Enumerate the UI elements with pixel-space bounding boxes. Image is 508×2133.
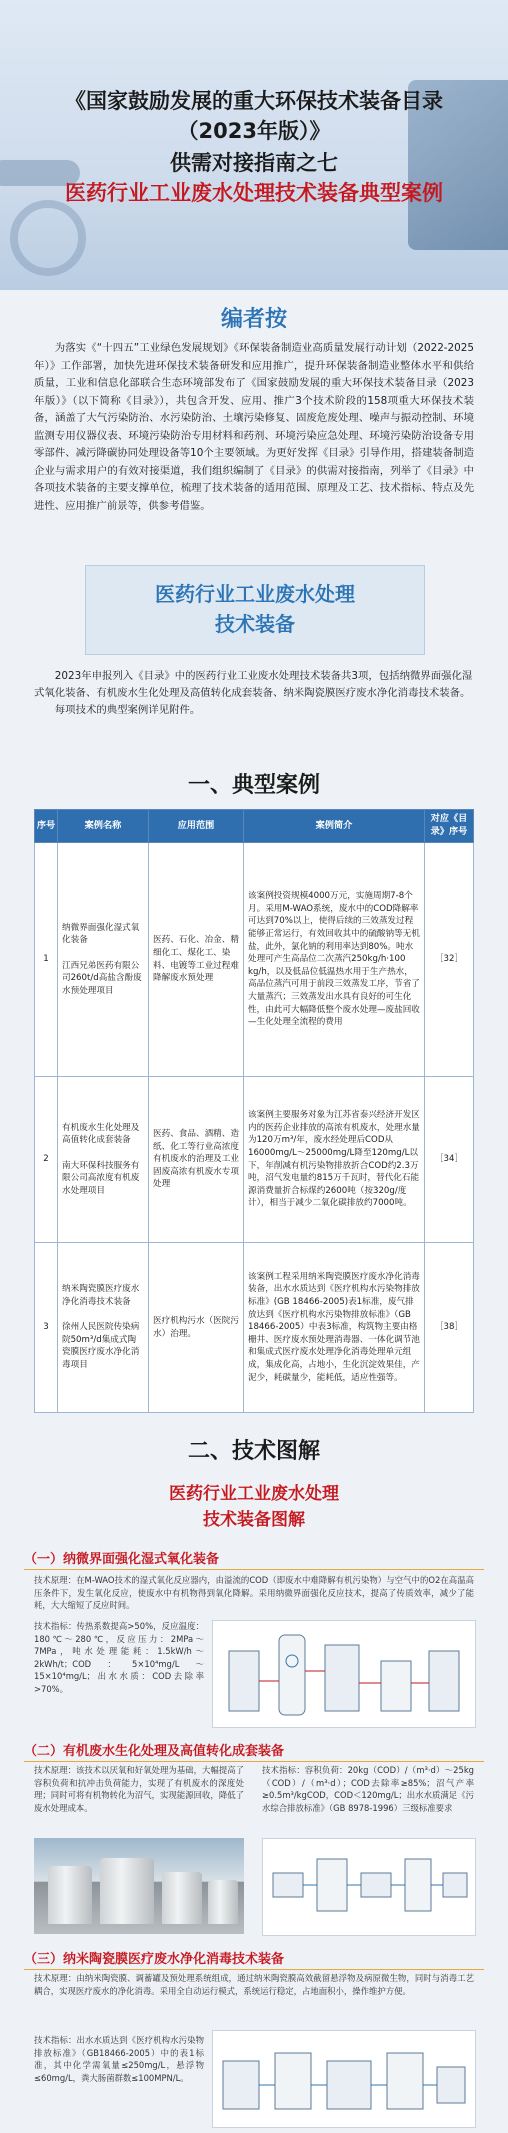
cell-case-name: 纳米陶瓷膜医疗废水净化消毒技术装备 徐州人民医院传染病院50m³/d集成式陶瓷膜医疗废水净化消毒项目: [58, 1243, 149, 1413]
header-banner: [0, 0, 508, 290]
header-no: 序号: [35, 810, 58, 843]
tech1-heading: （一）纳微界面强化湿式氧化装备: [24, 1548, 484, 1570]
tank-illustration: [162, 1872, 202, 1924]
tank-illustration: [48, 1866, 92, 1924]
cell-case-name: 有机废水生化处理及高值转化成套装备 南大环保科技服务有限公司高浓度有机废水处理项目: [58, 1077, 149, 1243]
tank-illustration: [100, 1858, 154, 1924]
header-catalog-ref: 对应《目录》序号: [425, 810, 474, 843]
tech2-process-diagram: [262, 1838, 476, 1936]
table-row: [35, 1077, 474, 1243]
cell-catalog-ref: ［38］: [425, 1243, 474, 1413]
industry-subtitle-line2: 技术装备: [215, 612, 295, 636]
cell-summary: 该案例主要服务对象为江苏省泰兴经济开发区内的医药企业排放的高浓有机废水，处理水量为120万m³/年，废水经处理后COD从16000mg/L～25000mg/L降至120mg/L以下，年削减有机污染物排放折合COD约2.3万吨，沼气发电量约815万千瓦时，替代化石能源消费量折合标煤约2600吨（按320g/度计），相当于减少二氧化碳排放约7000吨。: [244, 1077, 425, 1243]
main-title: 《国家鼓励发展的重大环保技术装备目录（2023年版）》: [65, 89, 443, 143]
tech2-principle: 技术原理：该技术以厌氧和好氧处理为基础，大幅提高了容积负荷和抗冲击负荷能力，实现了有机废水的深度处理；同时可将有机物转化为沼气，实现能源回收，降低了废水处理成本。: [34, 1765, 244, 1813]
tank-illustration: [208, 1880, 238, 1924]
tech1-process-svg: [213, 1621, 475, 1727]
tech1-process-diagram: [212, 1620, 476, 1728]
valve-illustration: [10, 200, 86, 276]
cell-scope: 医疗机构污水（医院污水）治理。: [149, 1243, 244, 1413]
table-row: [35, 843, 474, 1077]
tech1-principle: 技术原理：在M-WAO技术的湿式氧化反应器内，由溢流的COD（即废水中难降解有机污染物）与空气中的O2在高温高压条件下，发生氧化反应，使废水中有机物得到氧化降解。采用纳微界面强化反应技术，提高了传质效率，减少了能耗，大大缩短了反应时间。: [34, 1575, 474, 1610]
tech2-heading: （二）有机废水生化处理及高值转化成套装备: [24, 1740, 484, 1762]
table-row: [35, 1243, 474, 1413]
industry-subtitle-line1: 医药行业工业废水处理: [155, 582, 355, 606]
cell-scope: 医药、石化、冶金、精细化工、煤化工、染料、电镀等工业过程难降解废水预处理: [149, 843, 244, 1077]
tech1-metrics: 技术指标：传热系数提高>50%，反应温度：180℃～280℃，反应压力：2MPa～7MPa，吨水处理能耗：1.5kW/h～2kWh/t；COD：5×10⁴mg/L～15×10⁴mg/L；出水水质：COD去除率>70%。: [34, 1621, 204, 1694]
cell-no: 3: [35, 1243, 58, 1413]
cases-table: [34, 809, 474, 1413]
cell-summary: 该案例工程采用纳米陶瓷膜医疗废水净化消毒装备，出水水质达到《医疗机构水污染物排放标准》(GB 18466-2005)表1标准，废气排放达到《医疗机构水污染物排放标准》（GB 18466-2005）中表3标准，构筑物主要由格栅井、医疗废水预处理消毒器、一体化调节池和集成式医疗废水处理净化消毒处理单元组成，集成化高，占地小，生化沉淀效果佳，产泥少，耗碳量少，能耗低，适应性强等。: [244, 1243, 425, 1413]
main-topic-title: 医药行业工业废水处理技术装备典型案例: [65, 181, 443, 205]
header-summary: 案例简介: [244, 810, 425, 843]
intro-text: [34, 668, 474, 719]
editor-note-heading: 编者按: [220, 307, 287, 332]
header-scope: 应用范围: [149, 810, 244, 843]
section1-title: 一、典型案例: [187, 773, 320, 798]
diagram-title-line1: 医药行业工业废水处理: [169, 1484, 339, 1504]
header-case-name: 案例名称: [58, 810, 149, 843]
tech2-process-svg: [263, 1839, 475, 1935]
editor-note-body: 为落实《“十四五”工业绿色发展规划》《环保装备制造业高质量发展行动计划（2022-2025年）》工作部署，加快先进环保技术装备研发和应用推广，提升环保装备制造业整体水平和供给质量，工业和信息化部联合生态环境部发布了《国家鼓励发展的重大环保技术装备目录（2023年版）》（以下简称《目录》），共包含开发、应用、推广3个技术阶段的158项重大环保技术装备，涵盖了大气污染防治、水污染防治、土壤污染修复、固废危废处理、噪声与振动控制、环境监测专用仪器仪表、环境污染防治专用材料和药剂、环境污染应急处理、环境污染防治设备专用零部件、减污降碳协同处理设备等10个主要领域。为更好发挥《目录》引导作用，搭建装备制造企业与需求用户的有效对接渠道，我们组织编制了《目录》的供需对接指南，列举了《目录》中各项技术装备的主要支撑单位，梳理了技术装备的适用范围、原理及工艺、技术指标、特点及先进性、应用推广前景等，供参考借鉴。: [34, 342, 474, 512]
section2-title: 二、技术图解: [187, 1439, 320, 1464]
tech3-metrics: 技术指标：出水水质达到《医疗机构水污染物排放标准》（GB18466-2005）中的表1标准，其中化学需氧量≤250mg/L，悬浮物≤60mg/L，粪大肠菌群数≤100MPN/L。: [34, 2035, 204, 2083]
tech3-process-svg: [213, 2031, 475, 2127]
table-header-row: [35, 810, 474, 843]
cell-no: 1: [35, 843, 58, 1077]
tech2-plant-photo: [34, 1838, 244, 1934]
industry-subtitle-box: [85, 565, 425, 655]
cell-catalog-ref: ［34］: [425, 1077, 474, 1243]
tech3-heading: （三）纳米陶瓷膜医疗废水净化消毒技术装备: [24, 1948, 484, 1970]
cell-catalog-ref: ［32］: [425, 843, 474, 1077]
cell-case-name: 纳微界面强化湿式氧化装备 江西兄弟医药有限公司260t/d高盐含酚废水预处理项目: [58, 843, 149, 1077]
diagram-title-line2: 技术装备图解: [203, 1510, 305, 1530]
intro-paragraph-2: 每项技术的典型案例详见附件。: [54, 704, 201, 716]
main-subtitle: 供需对接指南之七: [170, 151, 338, 175]
tech2-metrics: 技术指标：容积负荷：20kg（COD）/（m³·d）～25kg（COD）/（m³·d）；COD去除率≥85%；沼气产率≥0.5m³/kgCOD，COD＜120mg/L；出水水质满足《污水综合排放标准》（GB 8978-1996）三级标准要求: [262, 1765, 474, 1813]
cell-summary: 该案例投资规模4000万元，实施周期7-8个月。采用M-WAO系统，废水中的COD降解率可达到70%以上，使得后续的三效蒸发过程能够正常运行，有效回收其中的硫酸钠等无机盐，此外，氯化钠的利用率达到80%。吨水处理可产生高品位二次蒸汽250kg/h·100 kg/h，以及低品位低温热水用于生产热水，高品位蒸汽可用于前段三效蒸发工序，节省了大量蒸汽；三效蒸发出水具有良好的可生化性，由此可大幅降低整个废水处理—废盐回收—生化处理全流程的费用: [244, 843, 425, 1077]
tech3-process-diagram: [212, 2030, 476, 2128]
tech3-principle: 技术原理：由纳米陶瓷膜、调蓄罐及预处理系统组成，通过纳米陶瓷膜高效截留悬浮物及病原微生物，同时与消毒工艺耦合，实现医疗废水的净化消毒。采用全自动运行模式，系统运行稳定，占地面积小，操作维护方便。: [34, 1973, 474, 1996]
intro-paragraph-1: 2023年申报列入《目录》中的医药行业工业废水处理技术装备共3项，包括纳微界面强化湿式氧化装备、有机废水生化处理及高值转化成套装备、纳米陶瓷膜医疗废水净化消毒技术装备。: [34, 670, 473, 699]
cell-no: 2: [35, 1077, 58, 1243]
cell-scope: 医药、食品、酒精、造纸、化工等行业高浓度有机废水的治理及工业固废高浓有机废水专项处理: [149, 1077, 244, 1243]
